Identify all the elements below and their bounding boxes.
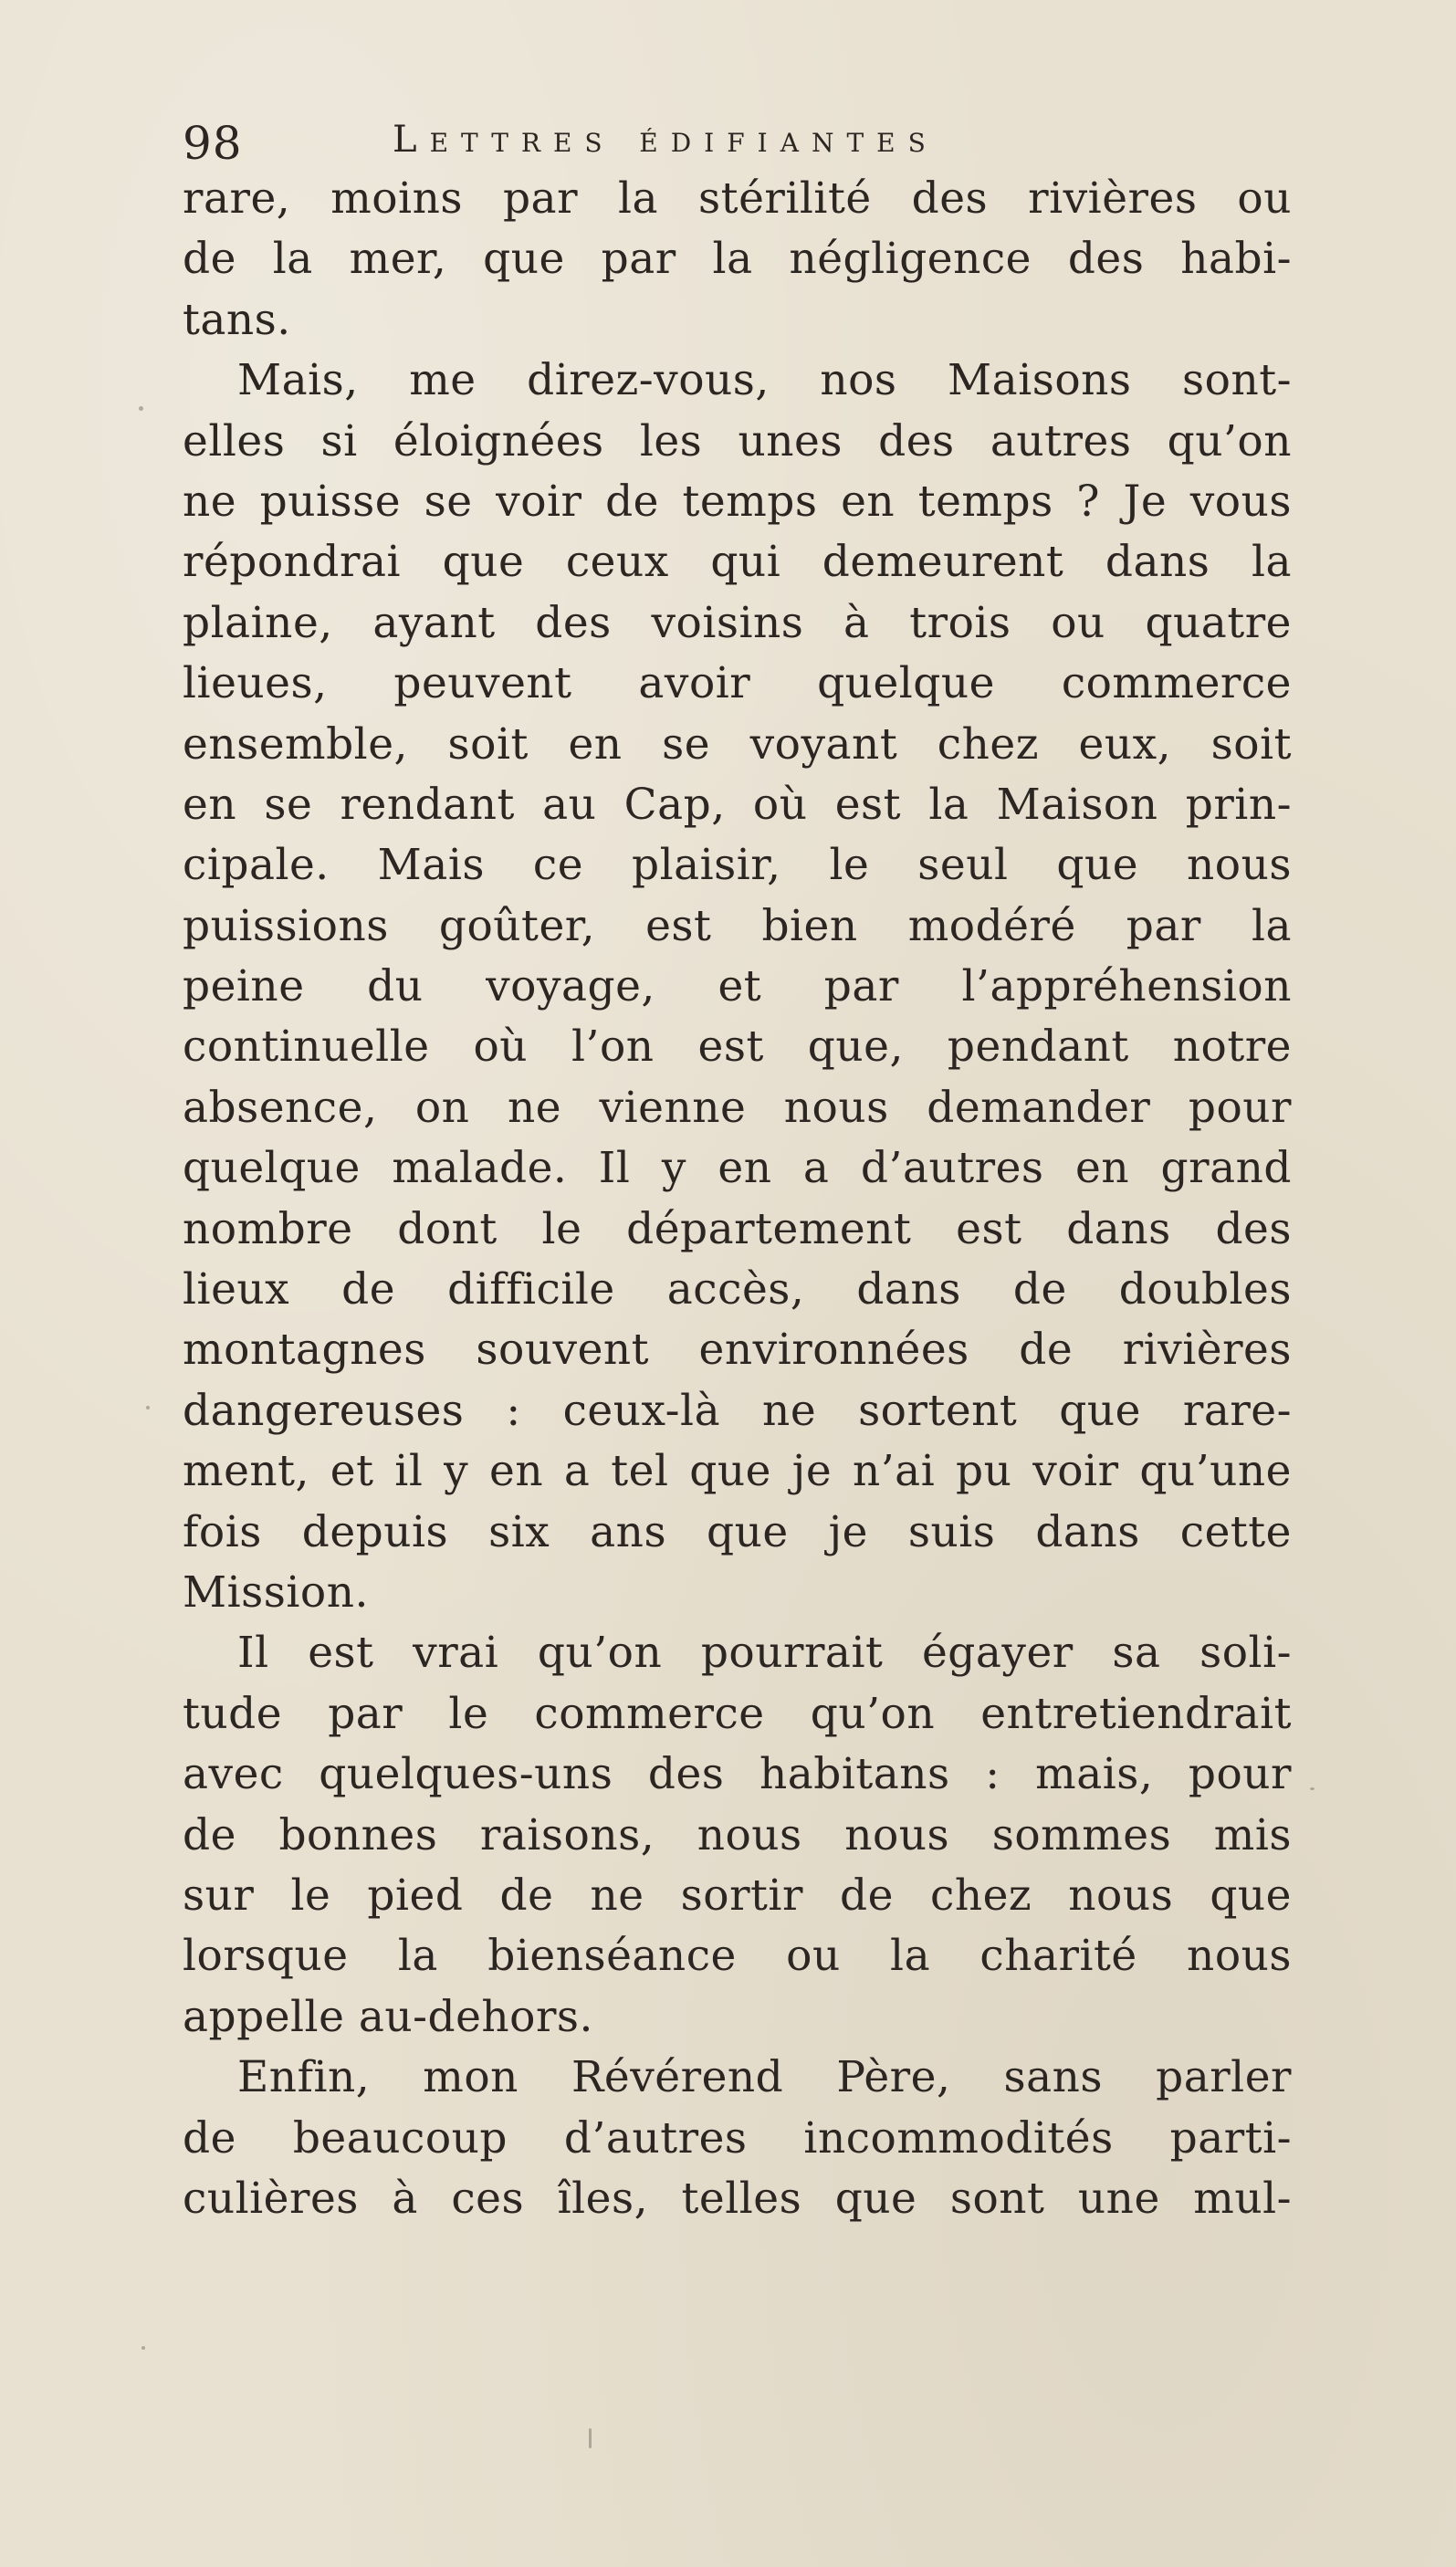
paper-speck <box>141 2346 145 2350</box>
paper-speck <box>139 406 143 411</box>
text-line: dangereuses : ceux-là ne sortent que rare- <box>183 1385 1292 1436</box>
text-line: absence, on ne vienne nous demander pour <box>183 1082 1292 1133</box>
text-line: elles si éloignées les unes des autres qu’on <box>183 415 1292 466</box>
text-line: avec quelques-uns des habitans : mais, pour <box>183 1749 1292 1800</box>
text-line: plaine, ayant des voisins à trois ou quatre <box>183 597 1292 648</box>
text-line: lieues, peuvent avoir quelque commerce <box>183 658 1292 709</box>
text-line: continuelle où l’on est que, pendant notre <box>183 1022 1292 1073</box>
text-line: cipale. Mais ce plaisir, le seul que nous <box>183 840 1292 891</box>
text-line: de beaucoup d’autres incommodités parti- <box>183 2112 1292 2164</box>
text-line: Enfin, mon Révérend Père, sans parler <box>237 2052 1292 2103</box>
text-line: sur le pied de ne sortir de chez nous que <box>183 1870 1292 1921</box>
text-line: ne puisse se voir de temps en temps ? Je vous <box>183 476 1292 527</box>
text-line: culières à ces îles, telles que sont une mul- <box>183 2173 1292 2224</box>
text-line: en se rendant au Cap, où est la Maison prin- <box>183 779 1292 830</box>
text-line: appelle au-dehors. <box>183 1991 593 2042</box>
body-text <box>183 169 1292 2229</box>
text-line: répondrai que ceux qui demeurent dans la <box>183 537 1292 588</box>
text-line: ment, et il y en a tel que je n’ai pu voir qu’une <box>183 1446 1292 1497</box>
text-line: nombre dont le département est dans des <box>183 1203 1292 1254</box>
page-number: 98 <box>183 117 243 170</box>
text-line: puissions goûter, est bien modéré par la <box>183 900 1292 951</box>
text-line: ensemble, soit en se voyant chez eux, soit <box>183 718 1292 770</box>
paper-speck <box>589 2428 592 2448</box>
text-line: montagnes souvent environnées de rivières <box>183 1325 1292 1376</box>
text-line: Mais, me direz-vous, nos Maisons sont- <box>237 355 1292 406</box>
text-line: fois depuis six ans que je suis dans cette <box>183 1506 1292 1557</box>
running-title: Lettres édifiantes <box>393 119 938 161</box>
text-line: quelque malade. Il y en a d’autres en grand <box>183 1143 1292 1194</box>
paper-speck <box>1310 1787 1315 1790</box>
text-line: Il est vrai qu’on pourrait égayer sa soli- <box>237 1628 1292 1679</box>
text-line: tans. <box>183 294 291 345</box>
text-line: de bonnes raisons, nous nous sommes mis <box>183 1809 1292 1860</box>
text-line: de la mer, que par la négligence des habi- <box>183 234 1292 285</box>
text-line: peine du voyage, et par l’appréhension <box>183 961 1292 1012</box>
text-line: tude par le commerce qu’on entretiendrait <box>183 1688 1292 1739</box>
text-line: lieux de difficile accès, dans de doubles <box>183 1264 1292 1315</box>
text-line: Mission. <box>183 1566 369 1618</box>
text-line: lorsque la bienséance ou la charité nous <box>183 1931 1292 1982</box>
paper-speck <box>146 1406 150 1409</box>
text-line: rare, moins par la stérilité des rivières ou <box>183 173 1292 224</box>
